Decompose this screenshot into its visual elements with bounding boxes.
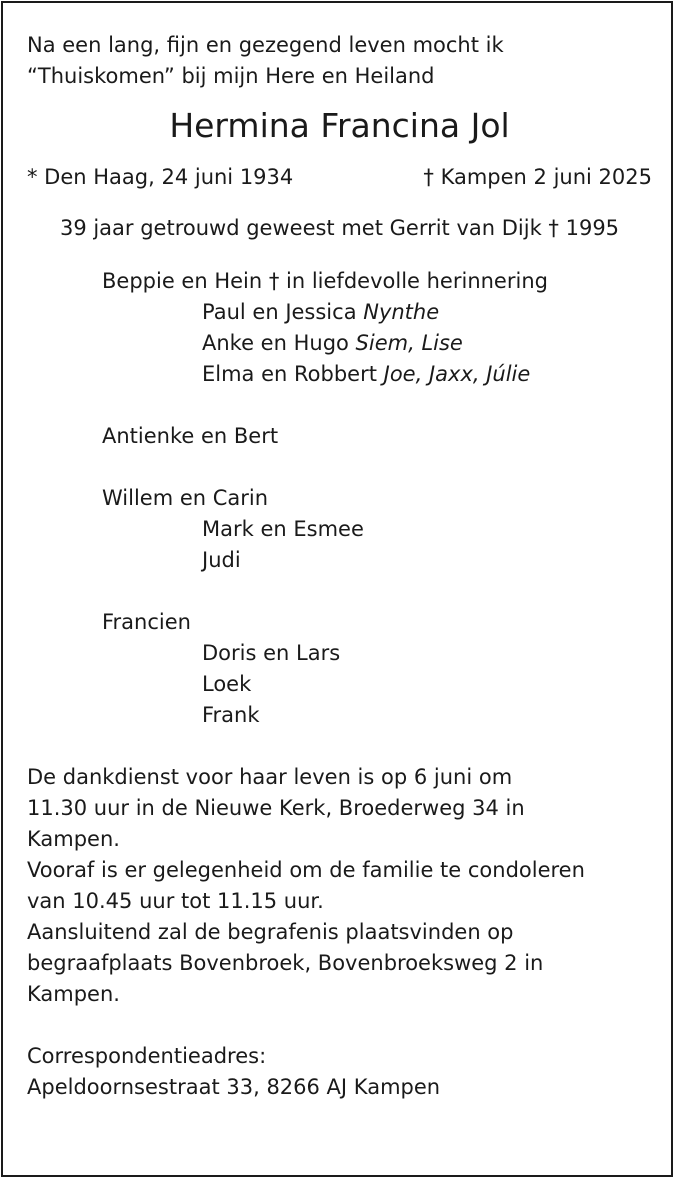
service-line: Aansluitend zal de begrafenis plaatsvinden op — [27, 920, 514, 944]
correspondence-label: Correspondentieadres: — [27, 1044, 267, 1068]
grandchild-couple: Anke en Hugo — [202, 331, 356, 355]
service-details — [27, 762, 652, 1010]
grandchild-entry — [27, 328, 652, 359]
death-date: † Kampen 2 juni 2025 — [423, 165, 652, 189]
service-line: begraafplaats Bovenbroek, Bovenbroeksweg 2 in — [27, 951, 544, 975]
grandchild-couple: Elma en Robbert — [202, 362, 384, 386]
service-line: Kampen. — [27, 982, 120, 1006]
correspondence — [27, 1041, 652, 1103]
service-line: Kampen. — [27, 827, 120, 851]
life-dates — [27, 162, 652, 193]
family-group-willem — [27, 483, 652, 576]
family-member: Willem en Carin — [102, 486, 269, 510]
grandchild-entry: Doris en Lars — [202, 641, 341, 665]
intro-line: “Thuiskomen” bij mijn Here en Heiland — [27, 64, 435, 88]
death-notice — [27, 30, 652, 1103]
service-line: Vooraf is er gelegenheid om de familie te condoleren — [27, 858, 585, 882]
family-group-antienke — [27, 421, 652, 452]
deceased-name: Hermina Francina Jol — [169, 106, 510, 145]
family-member: Antienke en Bert — [102, 424, 279, 448]
birth-date: * Den Haag, 24 juni 1934 — [27, 165, 294, 189]
grandchild-entry: Judi — [202, 548, 241, 572]
family-member: Francien — [102, 610, 191, 634]
grandchild-entry — [27, 297, 652, 328]
great-grandchildren: Nynthe — [363, 300, 440, 324]
grandchild-entry: Frank — [202, 703, 260, 727]
service-line: De dankdienst voor haar leven is op 6 juni om — [27, 765, 513, 789]
great-grandchildren: Siem, Lise — [355, 331, 463, 355]
grandchild-entry: Mark en Esmee — [202, 517, 364, 541]
marriage-line: 39 jaar getrouwd geweest met Gerrit van Dijk † 1995 — [59, 216, 620, 240]
service-line: 11.30 uur in de Nieuwe Kerk, Broederweg 34 in — [27, 796, 525, 820]
grandchild-entry — [27, 359, 652, 390]
intro-line: Na een lang, fijn en gezegend leven mocht ik — [27, 33, 504, 57]
service-line: van 10.45 uur tot 11.15 uur. — [27, 889, 324, 913]
family-group-francien — [27, 607, 652, 731]
correspondence-address: Apeldoornsestraat 33, 8266 AJ Kampen — [27, 1075, 441, 1099]
grandchild-entry: Loek — [202, 672, 252, 696]
great-grandchildren: Joe, Jaxx, Júlie — [383, 362, 531, 386]
intro-text — [27, 30, 652, 92]
family-member: Beppie en Hein † in liefdevolle herinnering — [102, 269, 548, 293]
spacer — [27, 1010, 652, 1041]
grandchild-couple: Paul en Jessica — [202, 300, 364, 324]
family-group-beppie — [27, 266, 652, 390]
